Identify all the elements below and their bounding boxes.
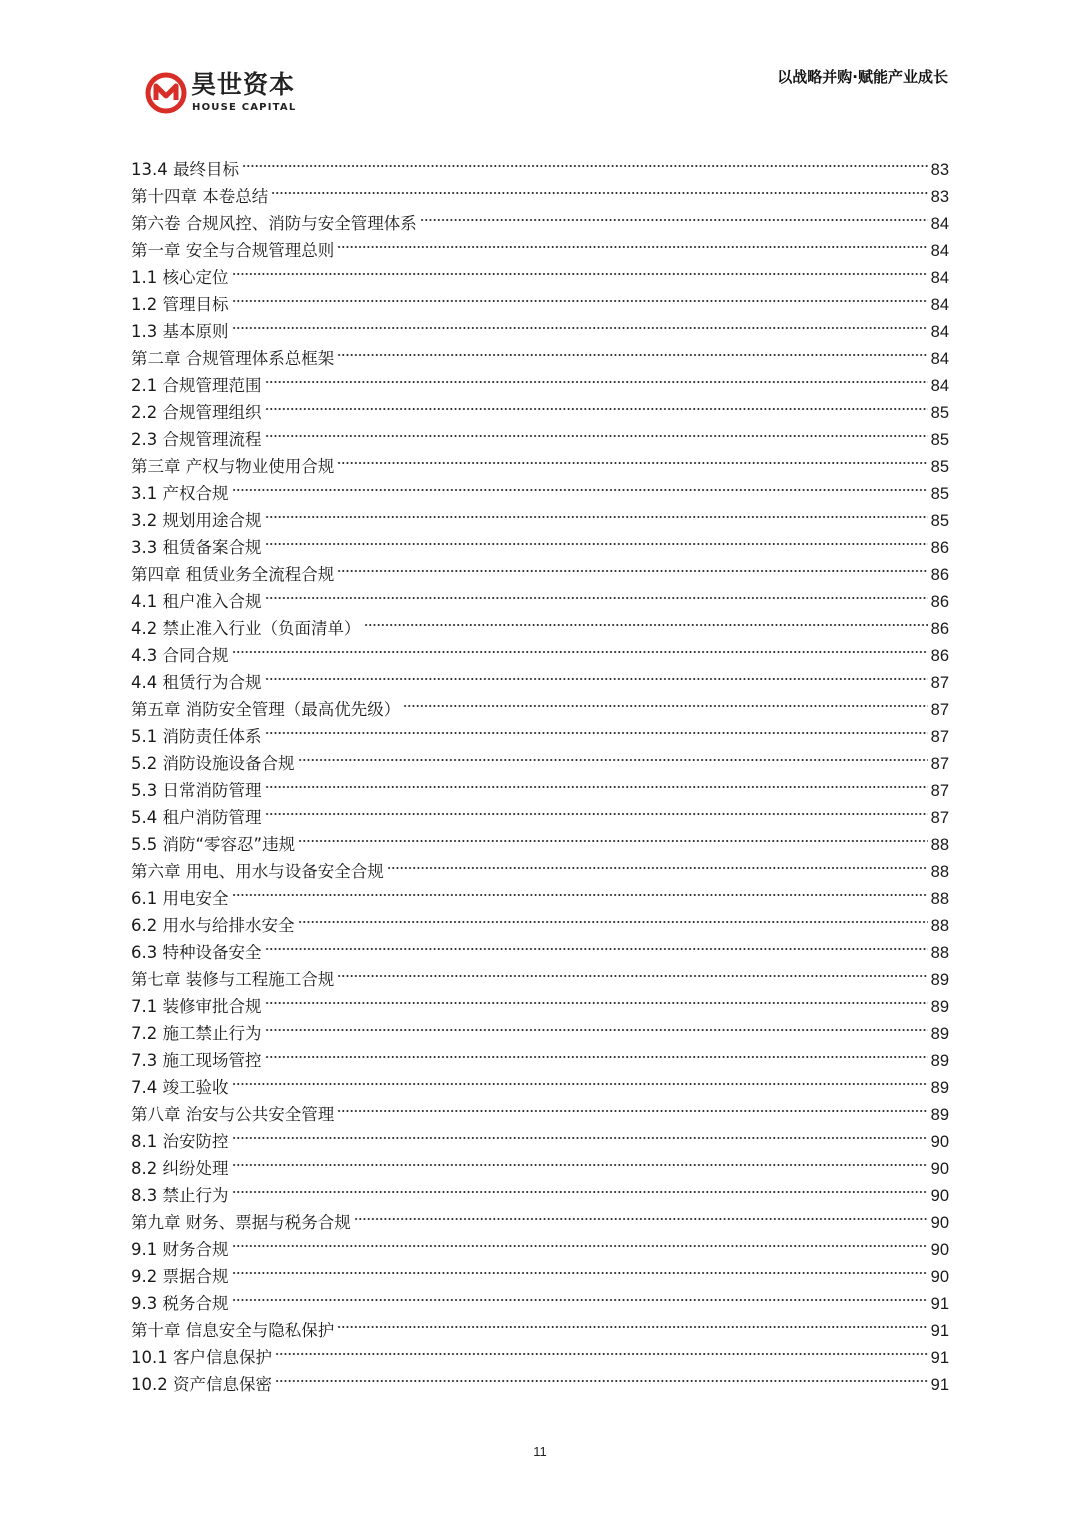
toc-dot-leader — [337, 445, 927, 472]
toc-dot-leader — [337, 337, 927, 364]
house-capital-logo-icon — [145, 72, 187, 114]
page-number: 11 — [533, 1444, 547, 1459]
toc-dot-leader — [298, 742, 928, 769]
toc-entry[interactable] — [131, 337, 949, 368]
toc-entry-title: 5.1 消防责任体系 — [131, 727, 262, 746]
toc-dot-leader — [265, 526, 928, 553]
toc-entry[interactable] — [131, 877, 949, 908]
toc-dot-leader — [232, 1228, 928, 1255]
toc-entry-page: 90 — [930, 1133, 949, 1151]
toc-entry-title: 5.2 消防设施设备合规 — [131, 754, 295, 773]
toc-entry[interactable] — [131, 1120, 949, 1151]
toc-dot-leader — [232, 1147, 928, 1174]
toc-entry-page: 86 — [930, 620, 949, 638]
toc-entry-page: 87 — [930, 728, 949, 746]
toc-entry[interactable] — [131, 472, 949, 503]
toc-dot-leader — [387, 850, 928, 877]
toc-dot-leader — [265, 715, 928, 742]
toc-entry-title: 4.3 合同合规 — [131, 646, 229, 665]
toc-entry-title: 8.3 禁止行为 — [131, 1186, 229, 1205]
toc-entry-title: 2.3 合规管理流程 — [131, 430, 262, 449]
toc-entry-title: 第二章 合规管理体系总框架 — [131, 349, 335, 368]
toc-dot-leader — [275, 1363, 928, 1390]
toc-dot-leader — [232, 1174, 928, 1201]
toc-dot-leader — [420, 202, 928, 229]
toc-entry-title: 8.2 纠纷处理 — [131, 1159, 229, 1178]
toc-entry-page: 86 — [930, 566, 949, 584]
toc-entry-title: 7.2 施工禁止行为 — [131, 1024, 262, 1043]
toc-entry-title: 8.1 治安防控 — [131, 1132, 229, 1151]
company-logo — [145, 70, 315, 120]
toc-dot-leader — [364, 607, 928, 634]
toc-entry-page: 85 — [930, 431, 949, 449]
toc-entry-title: 第六卷 合规风控、消防与安全管理体系 — [131, 214, 417, 233]
toc-entry-page: 91 — [930, 1322, 949, 1340]
toc-entry-title: 4.1 租户准入合规 — [131, 592, 262, 611]
toc-entry-page: 83 — [930, 161, 949, 179]
toc-entry-page: 87 — [930, 674, 949, 692]
toc-entry-title: 第一章 安全与合规管理总则 — [131, 241, 335, 260]
toc-entry-page: 87 — [930, 755, 949, 773]
toc-entry-page: 86 — [930, 647, 949, 665]
toc-dot-leader — [265, 499, 928, 526]
toc-dot-leader — [265, 769, 928, 796]
toc-dot-leader — [232, 1282, 928, 1309]
toc-entry-title: 2.1 合规管理范围 — [131, 376, 262, 395]
toc-entry-title: 第三章 产权与物业使用合规 — [131, 457, 335, 476]
toc-entry-title: 7.4 竣工验收 — [131, 1078, 229, 1097]
header-slogan: 以战略并购·赋能产业成长 — [777, 68, 948, 86]
toc-entry-title: 6.2 用水与给排水安全 — [131, 916, 295, 935]
toc-dot-leader — [265, 661, 928, 688]
toc-entry[interactable] — [131, 904, 949, 935]
toc-entry-page: 89 — [930, 1025, 949, 1043]
toc-entry[interactable] — [131, 1228, 949, 1259]
toc-entry-title: 7.1 装修审批合规 — [131, 997, 262, 1016]
toc-entry-title: 5.5 消防“零容忍”违规 — [131, 835, 296, 854]
toc-dot-leader — [265, 796, 928, 823]
toc-dot-leader — [265, 580, 928, 607]
toc-dot-leader — [242, 148, 928, 175]
logo-english-name: HOUSE CAPITAL — [192, 102, 297, 113]
toc-entry-page: 85 — [930, 485, 949, 503]
toc-dot-leader — [265, 364, 928, 391]
toc-entry-page: 90 — [930, 1214, 949, 1232]
toc-entry-page: 83 — [930, 188, 949, 206]
toc-entry-page: 88 — [930, 944, 949, 962]
toc-dot-leader — [337, 229, 927, 256]
toc-entry-title: 6.1 用电安全 — [131, 889, 229, 908]
toc-entry-page: 87 — [930, 782, 949, 800]
toc-entry[interactable] — [131, 1309, 949, 1340]
logo-chinese-name: 昊世资本 — [191, 70, 296, 99]
toc-dot-leader — [232, 877, 928, 904]
toc-dot-leader — [337, 958, 927, 985]
toc-entry-title: 第九章 财务、票据与税务合规 — [131, 1213, 351, 1232]
toc-dot-leader — [232, 472, 928, 499]
toc-dot-leader — [265, 391, 928, 418]
toc-entry-page: 87 — [930, 809, 949, 827]
toc-entry[interactable] — [131, 283, 949, 314]
toc-entry-page: 84 — [930, 323, 949, 341]
toc-entry-page: 90 — [930, 1268, 949, 1286]
toc-entry-page: 85 — [930, 404, 949, 422]
toc-dot-leader — [403, 688, 927, 715]
toc-dot-leader — [265, 931, 928, 958]
toc-entry-page: 84 — [930, 377, 949, 395]
toc-dot-leader — [232, 1066, 928, 1093]
toc-entry[interactable] — [131, 1147, 949, 1178]
toc-dot-leader — [232, 310, 928, 337]
toc-entry-title: 第四章 租赁业务全流程合规 — [131, 565, 335, 584]
toc-entry-title: 10.2 资产信息保密 — [131, 1375, 272, 1394]
toc-dot-leader — [232, 283, 928, 310]
toc-entry-page: 90 — [930, 1241, 949, 1259]
toc-entry-page: 91 — [930, 1376, 949, 1394]
toc-entry[interactable] — [131, 499, 949, 530]
toc-dot-leader — [275, 1336, 928, 1363]
toc-entry[interactable] — [131, 175, 949, 206]
toc-entry-title: 7.3 施工现场管控 — [131, 1051, 262, 1070]
toc-entry-title: 5.3 日常消防管理 — [131, 781, 262, 800]
toc-entry-title: 1.3 基本原则 — [131, 322, 229, 341]
toc-entry-page: 88 — [930, 836, 949, 854]
toc-entry[interactable] — [131, 256, 949, 287]
toc-entry-title: 2.2 合规管理组织 — [131, 403, 262, 422]
toc-entry-title: 9.3 税务合规 — [131, 1294, 229, 1313]
toc-dot-leader — [265, 418, 928, 445]
toc-entry-page: 85 — [930, 458, 949, 476]
toc-entry-title: 10.1 客户信息保护 — [131, 1348, 272, 1367]
toc-entry-page: 84 — [930, 242, 949, 260]
toc-entry-page: 89 — [930, 971, 949, 989]
toc-entry-page: 89 — [930, 998, 949, 1016]
toc-entry-title: 第八章 治安与公共安全管理 — [131, 1105, 335, 1124]
toc-entry-title: 1.2 管理目标 — [131, 295, 229, 314]
toc-dot-leader — [354, 1201, 928, 1228]
toc-entry[interactable] — [131, 1093, 949, 1124]
toc-entry-title: 第七章 装修与工程施工合规 — [131, 970, 335, 989]
toc-dot-leader — [298, 823, 928, 850]
toc-dot-leader — [265, 1012, 928, 1039]
toc-entry[interactable] — [131, 1174, 949, 1205]
toc-entry-page: 89 — [930, 1052, 949, 1070]
toc-entry[interactable] — [131, 634, 949, 665]
toc-entry-page: 86 — [930, 539, 949, 557]
toc-entry-title: 3.2 规划用途合规 — [131, 511, 262, 530]
toc-entry-title: 9.2 票据合规 — [131, 1267, 229, 1286]
toc-entry-title: 4.4 租赁行为合规 — [131, 673, 262, 692]
toc-dot-leader — [271, 175, 927, 202]
toc-entry[interactable] — [131, 1201, 949, 1232]
toc-entry-title: 第十章 信息安全与隐私保护 — [131, 1321, 335, 1340]
toc-entry-page: 88 — [930, 863, 949, 881]
toc-entry-page: 84 — [930, 350, 949, 368]
toc-entry-title: 第六章 用电、用水与设备安全合规 — [131, 862, 384, 881]
toc-entry-page: 89 — [930, 1079, 949, 1097]
toc-dot-leader — [337, 1093, 927, 1120]
toc-entry[interactable] — [131, 1066, 949, 1097]
toc-dot-leader — [265, 985, 928, 1012]
toc-entry-title: 1.1 核心定位 — [131, 268, 229, 287]
toc-entry-page: 84 — [930, 296, 949, 314]
toc-entry[interactable] — [131, 148, 949, 179]
toc-entry-title: 3.1 产权合规 — [131, 484, 229, 503]
toc-entry[interactable] — [131, 1282, 949, 1313]
toc-entry-page: 84 — [930, 269, 949, 287]
toc-dot-leader — [337, 553, 927, 580]
toc-entry-page: 89 — [930, 1106, 949, 1124]
toc-entry-title: 第五章 消防安全管理（最高优先级） — [131, 700, 401, 719]
toc-dot-leader — [337, 1309, 927, 1336]
toc-entry-page: 84 — [930, 215, 949, 233]
toc-entry-title: 9.1 财务合规 — [131, 1240, 229, 1259]
toc-entry[interactable] — [131, 310, 949, 341]
toc-entry-title: 4.2 禁止准入行业（负面清单） — [131, 619, 361, 638]
toc-dot-leader — [265, 1039, 928, 1066]
toc-dot-leader — [232, 634, 928, 661]
toc-dot-leader — [298, 904, 928, 931]
toc-entry-page: 88 — [930, 917, 949, 935]
toc-dot-leader — [232, 1120, 928, 1147]
toc-entry[interactable] — [131, 1255, 949, 1286]
toc-entry-title: 第十四章 本卷总结 — [131, 187, 269, 206]
toc-entry-page: 87 — [930, 701, 949, 719]
table-of-contents — [131, 148, 949, 1394]
toc-dot-leader — [232, 256, 928, 283]
toc-entry-page: 88 — [930, 890, 949, 908]
toc-entry[interactable] — [131, 661, 949, 692]
toc-entry-title: 6.3 特种设备安全 — [131, 943, 262, 962]
toc-dot-leader — [232, 1255, 928, 1282]
toc-entry-page: 86 — [930, 593, 949, 611]
toc-entry-title: 5.4 租户消防管理 — [131, 808, 262, 827]
toc-entry-page: 90 — [930, 1160, 949, 1178]
toc-entry-page: 90 — [930, 1187, 949, 1205]
toc-entry-page: 91 — [930, 1349, 949, 1367]
toc-entry-title: 3.3 租赁备案合规 — [131, 538, 262, 557]
toc-entry-title: 13.4 最终目标 — [131, 160, 239, 179]
toc-entry-page: 85 — [930, 512, 949, 530]
toc-entry-page: 91 — [930, 1295, 949, 1313]
